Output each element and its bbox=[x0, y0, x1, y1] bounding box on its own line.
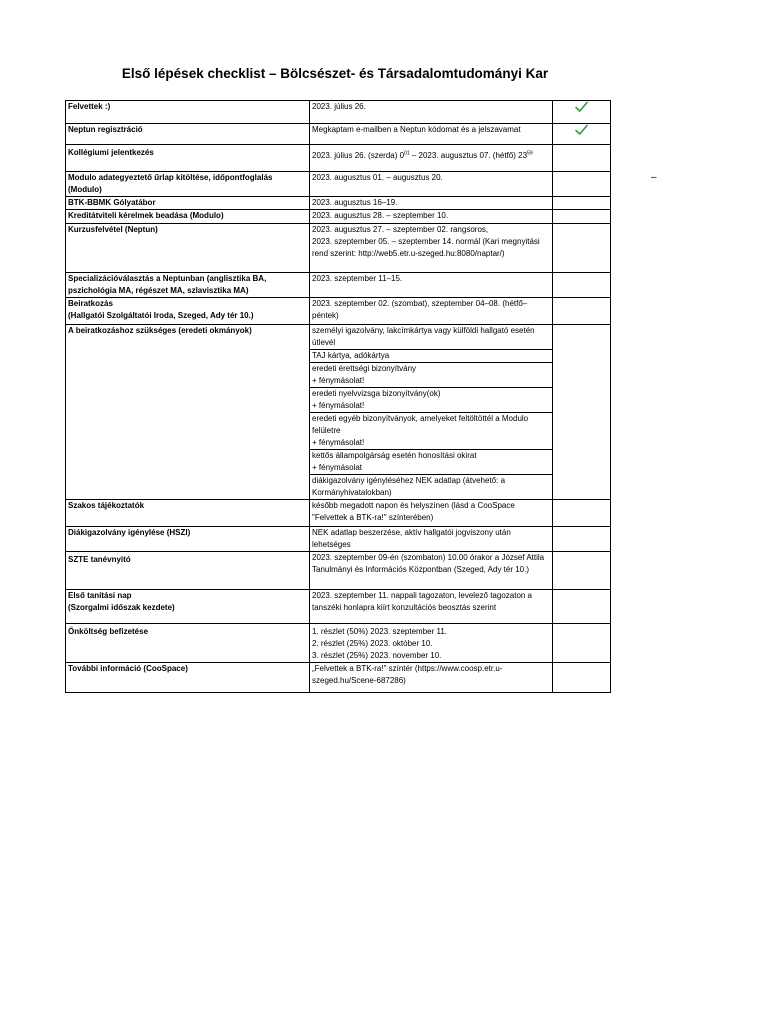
status-cell[interactable] bbox=[553, 590, 611, 624]
table-row bbox=[66, 197, 611, 210]
status-cell[interactable] bbox=[553, 500, 611, 527]
table-row bbox=[66, 298, 611, 325]
table-row bbox=[66, 552, 611, 590]
status-cell[interactable] bbox=[553, 624, 611, 663]
detail-line: 2. részlet (25%) 2023. október 10. bbox=[312, 639, 433, 648]
detail-line: 2023. szeptember 05. – szeptember 14. normál (Kari megnyitási rend szerint: http://web5.etr.u-szeged.hu:8080/naptar/) bbox=[312, 237, 540, 258]
table-row bbox=[66, 273, 611, 298]
detail-line: kettős állampolgárság esetén honosítási okirat bbox=[312, 451, 477, 460]
detail-cell bbox=[310, 145, 553, 172]
detail-cell: „Felvettek a BTK-ra!" színtér (https://www.coosp.etr.u-szeged.hu/Scene-687286) bbox=[310, 663, 553, 693]
table-row bbox=[66, 325, 611, 350]
step-cell: Neptun regisztráció bbox=[66, 124, 310, 145]
detail-text: – 2023. augusztus 07. (hétfő) 23 bbox=[409, 151, 528, 160]
detail-line: eredeti nyelvvizsga bizonyítvány(ok) bbox=[312, 389, 441, 398]
table-row bbox=[66, 500, 611, 527]
status-cell[interactable] bbox=[553, 325, 611, 500]
detail-superscript: 59 bbox=[527, 150, 533, 157]
detail-cell: 2023. szeptember 11. nappali tagozaton, levelező tagozaton a tanszéki honlapra kiírt konzultációs beosztás szerint bbox=[310, 590, 553, 624]
status-cell[interactable] bbox=[553, 210, 611, 224]
table-row bbox=[66, 210, 611, 224]
detail-superscript: 01 bbox=[404, 150, 410, 157]
status-cell[interactable] bbox=[553, 224, 611, 273]
status-cell[interactable] bbox=[553, 298, 611, 325]
detail-cell: TAJ kártya, adókártya bbox=[310, 350, 553, 363]
status-cell[interactable] bbox=[553, 124, 611, 145]
step-cell: Specializációválasztás a Neptunban (anglisztika BA, pszichológia MA, régészet MA, szlavisztika MA) bbox=[66, 273, 310, 298]
detail-cell bbox=[310, 624, 553, 663]
detail-cell bbox=[310, 388, 553, 413]
step-line: Első tanítási nap bbox=[68, 591, 132, 600]
detail-cell: 2023. augusztus 28. – szeptember 10. bbox=[310, 210, 553, 224]
detail-line: 2023. augusztus 27. – szeptember 02. rangsoros, bbox=[312, 225, 489, 234]
step-line: (Szorgalmi időszak kezdete) bbox=[68, 603, 175, 612]
step-cell: További információ (CooSpace) bbox=[66, 663, 310, 693]
detail-cell: személyi igazolvány, lakcímkártya vagy külföldi hallgató esetén útlevél bbox=[310, 325, 553, 350]
step-cell: Kreditátviteli kérelmek beadása (Modulo) bbox=[66, 210, 310, 224]
status-cell[interactable] bbox=[553, 145, 611, 172]
step-cell: Szakos tájékoztatók bbox=[66, 500, 310, 527]
status-cell[interactable] bbox=[553, 172, 611, 197]
table-row bbox=[66, 224, 611, 273]
detail-cell bbox=[310, 363, 553, 388]
step-cell: Kollégiumi jelentkezés bbox=[66, 145, 310, 172]
table-row bbox=[66, 101, 611, 124]
step-cell: SZTE tanévnyitó bbox=[66, 552, 310, 590]
detail-line: + fénymásolat bbox=[312, 463, 363, 472]
table-row bbox=[66, 124, 611, 145]
detail-cell: Megkaptam e-mailben a Neptun kódomat és a jelszavamat bbox=[310, 124, 553, 145]
detail-line: eredeti egyéb bizonyítványok, amelyeket feltöltöttél a Modulo felületre bbox=[312, 414, 529, 435]
status-cell[interactable] bbox=[553, 273, 611, 298]
detail-cell: diákigazolvány igényléséhez NEK adatlap (átvehető: a Kormányhivatalokban) bbox=[310, 475, 553, 500]
detail-cell: 2023. szeptember 09-én (szombaton) 10.00 órakor a József Attila Tanulmányi és Információs Központban (Szeged, Ady tér 10.) bbox=[310, 552, 553, 590]
margin-dash: – bbox=[651, 172, 657, 183]
detail-line: 1. részlet (50%) 2023. szeptember 11. bbox=[312, 627, 448, 636]
detail-line: + fénymásolat! bbox=[312, 438, 365, 447]
detail-cell: NEK adatlap beszerzése, aktív hallgatói jogviszony után lehetséges bbox=[310, 527, 553, 552]
status-cell[interactable] bbox=[553, 197, 611, 210]
detail-cell bbox=[310, 413, 553, 450]
status-cell[interactable] bbox=[553, 527, 611, 552]
status-cell[interactable] bbox=[553, 552, 611, 590]
step-cell: Modulo adategyeztető űrlap kitöltése, időpontfoglalás (Modulo) bbox=[66, 172, 310, 197]
detail-line: + fénymásolat! bbox=[312, 376, 365, 385]
step-cell: Önköltség befizetése bbox=[66, 624, 310, 663]
detail-cell: 2023. augusztus 01. – augusztus 20. bbox=[310, 172, 553, 197]
detail-cell: 2023. augusztus 16–19. bbox=[310, 197, 553, 210]
status-cell[interactable] bbox=[553, 101, 611, 124]
table-row bbox=[66, 590, 611, 624]
detail-cell bbox=[310, 224, 553, 273]
detail-cell: 2023. július 26. bbox=[310, 101, 553, 124]
table-row bbox=[66, 145, 611, 172]
detail-cell: később megadott napon és helyszínen (lásd a CooSpace "Felvettek a BTK-ra!" színterében) bbox=[310, 500, 553, 527]
step-cell: A beiratkozáshoz szükséges (eredeti okmányok) bbox=[66, 325, 310, 500]
table-row bbox=[66, 624, 611, 663]
checkmark-icon bbox=[575, 101, 588, 113]
table-row bbox=[66, 527, 611, 552]
checkmark-icon bbox=[575, 124, 588, 136]
checklist-table bbox=[65, 100, 611, 693]
detail-cell bbox=[310, 450, 553, 475]
detail-line: eredeti érettségi bizonyítvány bbox=[312, 364, 417, 373]
step-cell: Diákigazolvány igénylése (HSZI) bbox=[66, 527, 310, 552]
detail-line: 3. részlet (25%) 2023. november 10. bbox=[312, 651, 442, 660]
document-title: Első lépések checklist – Bölcsészet- és Társadalomtudományi Kar bbox=[121, 66, 549, 81]
detail-line: + fénymásolat! bbox=[312, 401, 365, 410]
detail-text: 2023. július 26. (szerda) 0 bbox=[312, 151, 405, 160]
step-cell: Kurzusfelvétel (Neptun) bbox=[66, 224, 310, 273]
detail-cell: 2023. szeptember 11–15. bbox=[310, 273, 553, 298]
step-cell: BTK-BBMK Gólyatábor bbox=[66, 197, 310, 210]
step-cell bbox=[66, 590, 310, 624]
step-cell: Felvettek :) bbox=[66, 101, 310, 124]
table-row bbox=[66, 172, 611, 197]
step-line: (Hallgatói Szolgáltatói Iroda, Szeged, Ady tér 10.) bbox=[68, 311, 254, 320]
detail-cell: 2023. szeptember 02. (szombat), szeptember 04–08. (hétfő–péntek) bbox=[310, 298, 553, 325]
status-cell[interactable] bbox=[553, 663, 611, 693]
table-row bbox=[66, 663, 611, 693]
step-cell bbox=[66, 298, 310, 325]
step-line: Beiratkozás bbox=[68, 299, 113, 308]
